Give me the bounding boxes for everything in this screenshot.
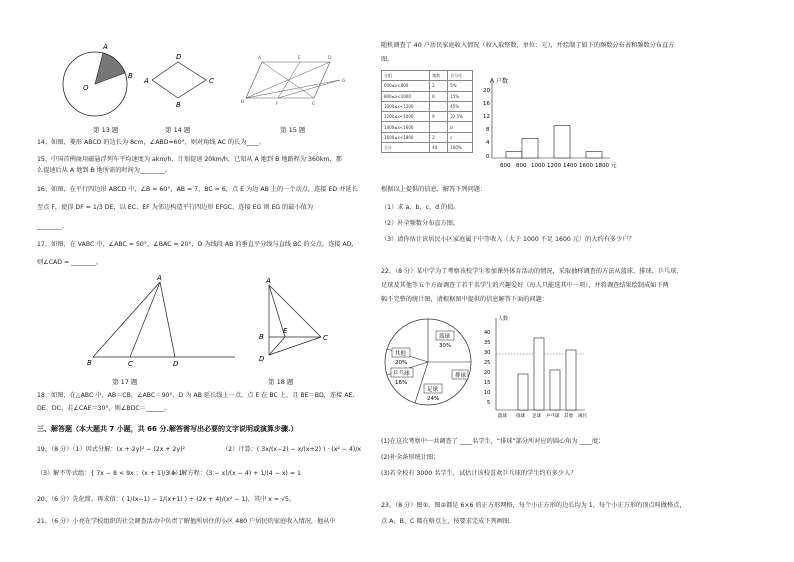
bar-y-label: 人数 <box>498 316 509 322</box>
table-row <box>382 91 473 101</box>
question-19-part3: （3）解不等式组：{ 7x − 8 < 9x ；(x + 1)/3 > 1 <box>37 470 183 477</box>
hist-bar-1200-1400 <box>554 126 570 159</box>
hist-bar-1600-1800 <box>586 152 602 159</box>
question-19-part2: （2）计算：( 3x/(x−2) − x/(x+2) ) · (x² − 4)/x <box>222 446 362 453</box>
table-cell: 6 <box>430 91 448 101</box>
hist-xtick: 1200 <box>547 163 561 169</box>
bar-xcat: 篮球 <box>498 414 507 419</box>
table-cell: 22.5% <box>448 112 473 122</box>
bar-ytick: 30 <box>484 350 491 356</box>
fig18-label-b: B <box>259 333 264 341</box>
question-15-line2: 么提速后从 A 地到 B 地所需的时间为________。 <box>37 167 171 174</box>
pie-label-basketball: 篮球 <box>439 334 451 340</box>
question-21-part3: （3）请你估计该居民小区家庭属于中等收入（大于 1000 不足 1600 元）的大约有多少户？ <box>381 236 635 243</box>
pie-label-other: 其他 <box>395 351 407 357</box>
bar-basketball-pingpong <box>518 374 528 410</box>
table-cell: 40 <box>430 143 448 153</box>
bar-ytick: 40 <box>484 330 491 336</box>
question-16-line2: 至点 F，使得 DF = 1/3 DE，以 EC、EF 为邻边构造平行四边形 EFGC，连接 EG 则 EG 的最小值为 <box>37 204 314 211</box>
figure-18 <box>255 275 335 370</box>
bar-ytick: 5 <box>487 400 491 406</box>
fig14-label-c: C <box>209 77 214 85</box>
figure-15 <box>240 50 350 110</box>
table-cell: 600≤x<800 <box>382 81 430 91</box>
hist-xtick: 1600 <box>579 163 593 169</box>
pie-label-football: 足球 <box>427 387 439 393</box>
fig13-label-o: O <box>83 84 89 92</box>
fig18-label-a: A <box>266 277 271 285</box>
table-cell: b <box>448 122 473 132</box>
bar-football <box>534 338 544 410</box>
bar-xcat: 项目 <box>578 414 587 419</box>
figure-14 <box>140 50 220 110</box>
caption-fig18: 第 18 题 <box>268 378 294 386</box>
hist-ytick: 0 <box>486 154 490 160</box>
table-row <box>382 112 473 122</box>
table-row <box>382 132 473 142</box>
hist-ytick: 12 <box>483 114 490 120</box>
table-cell: 1400≤x<1600 <box>382 122 430 132</box>
table-cell: 100% <box>448 143 473 153</box>
question-14: 14、如图，菱形 ABCD 的边长为 8cm，∠ABD=60°，则对角线 AC 的长为____。 <box>37 139 266 146</box>
bar-pingpong <box>550 370 560 410</box>
hist-bar-800-1000 <box>522 139 538 159</box>
bar-ytick: 15 <box>484 380 491 386</box>
fig17-label-b: B <box>87 359 92 367</box>
fig15-label-g: G <box>342 79 346 84</box>
question-16-line1: 16、如图，在平行四边形 ABCD 中，∠B = 60°，AB = 7，BC = 6，点 E 为边 AB 上的一个动点，连接 ED 并延长 <box>37 186 358 193</box>
fig15-label-f: F <box>276 102 279 107</box>
table-cell: c <box>448 132 473 142</box>
hist-ytick: 20 <box>483 88 490 94</box>
hist-bar-600-800 <box>506 152 522 159</box>
pie-pct-football: 24% <box>427 396 440 402</box>
hist-xtick: 1000 <box>531 163 545 169</box>
frequency-table <box>381 70 473 153</box>
table-cell: 2 <box>430 81 448 91</box>
question-21-intro-line2: 图。 <box>381 56 394 63</box>
figure-13 <box>55 40 145 120</box>
pie-label-pingpong: 乒乓球 <box>393 371 410 377</box>
table-header-cell: 百分比 <box>448 71 473 81</box>
pie-label-volleyball: 排球 <box>455 373 467 379</box>
table-cell <box>430 122 448 132</box>
income-histogram <box>480 72 620 172</box>
hist-ytick: 8 <box>486 127 490 133</box>
fig18-label-c: C <box>323 334 328 342</box>
question-21-part2: （2）补全频数分布直方图。 <box>381 220 460 227</box>
pie-pct-pingpong: 16% <box>395 380 408 386</box>
hist-ytick: 4 <box>486 140 490 146</box>
caption-fig17: 第 17 题 <box>112 378 138 386</box>
table-cell: 9 <box>430 112 448 122</box>
bar-ytick: 35 <box>484 340 491 346</box>
hist-xtick: 1400 <box>563 163 577 169</box>
fig17-label-a: A <box>157 274 162 282</box>
table-cell: 45% <box>448 101 473 111</box>
fig14-label-d: D <box>176 53 182 61</box>
fig15-label-d: D <box>328 56 332 61</box>
table-cell: 合计 <box>382 143 430 153</box>
question-18-line1: 18、如图，在△ABC 中，AB＝CB，∠ABC＝90°，D 为 AB 延长线上一点，点 E 在 BC 上，且 BE＝BD，连接 AE、 <box>37 392 359 399</box>
histogram-y-label: 户数 <box>496 78 509 85</box>
table-cell: 1600≤x<1800 <box>382 132 430 142</box>
question-22-line1: 22、（8 分）某中学为了考察该校学生参加课外体育活动的情况，采取抽样调查的方法从篮球、排球、乒乓球、 <box>381 268 683 275</box>
question-16-line3: ________。 <box>37 223 68 230</box>
bar-xcat: 乒乓球 <box>546 414 560 419</box>
table-header-cell: 分组 <box>382 71 430 81</box>
hist-xtick: 1800 <box>595 163 609 169</box>
caption-fig13: 第 13 题 <box>93 126 119 134</box>
pie-pct-basketball: 30% <box>439 343 452 349</box>
fig17-label-d: D <box>173 360 179 368</box>
question-22-part2: (2)补全条形统计图； <box>381 454 440 461</box>
fig14-label-b: B <box>176 101 181 109</box>
hist-unit: 元 <box>611 163 617 169</box>
table-cell: 15% <box>448 91 473 101</box>
section-heading-solutions: 三、解答题（本大题共 7 小题，共 66 分.解答需写出必要的文字说明或演算步骤.） <box>37 425 298 433</box>
table-cell: 2 <box>430 132 448 142</box>
table-cell: 1000≤x<1200 <box>382 101 430 111</box>
bar-other <box>566 350 576 410</box>
hist-ytick: 16 <box>483 101 490 107</box>
table-cell: 5% <box>448 81 473 91</box>
bar-xcat: 排球 <box>516 414 525 419</box>
question-21-lead: 根据以上提供的信息，解答下列问题： <box>381 186 487 193</box>
question-23-line1: 23、（8 分）图①、图②都是 6×6 的正方形网格，每个小正方形的边长均为 1，每个小正方形的顶点叫做格点， <box>381 502 686 509</box>
table-row <box>382 81 473 91</box>
fig13-label-a: A <box>103 43 108 51</box>
question-21-intro-line1: 随机调查了 40 户居民家庭收入情况（收入取整数，单位：元），并绘制了如下的频数分布表和频数分布直方 <box>381 42 675 49</box>
figure-17 <box>85 272 245 370</box>
caption-fig14: 第 14 题 <box>165 126 191 134</box>
question-21-start: 21、（6 分）小亮在学校组织的社会调查活动中负责了解他所居住的小区 480 户居民的家庭收入情况，他从中 <box>37 518 336 525</box>
bar-xcat: 其他 <box>564 414 573 419</box>
hist-xtick: 800 <box>516 163 527 169</box>
table-header-cell: 频数 <box>430 71 448 81</box>
fig14-label-a: A <box>144 77 149 85</box>
table-row <box>382 71 473 81</box>
bar-ytick: 25 <box>484 360 491 366</box>
question-15-line1: 15、中国首例商用磁悬浮列车平均速度为 akm/h，计划提速 20km/h，已知从 A 地到 B 地路程为 360km，那 <box>37 156 342 163</box>
question-22-line2: 足球及其他等五个方面调查了若干名学生的兴趣爱好（每人只能选其中一项），并将调查结果绘制成如下两 <box>381 282 669 289</box>
table-row <box>382 143 473 153</box>
question-22-line3: 幅不完整的统计图，请根据图中提供的信息解答下面的问题： <box>381 296 549 303</box>
bar-ytick: 10 <box>484 390 491 396</box>
question-20: 20、（6 分）先化简，再求值：( 1/(x−1) − 1/(x+1) ) ÷ (2x + 4)/(x² − 1)，其中 x = √5。 <box>37 496 296 503</box>
question-19-part1: 19、（8 分）（1）因式分解：(x + 2y)² − (2x + 2y)² <box>37 446 186 453</box>
question-22-part1: (1)在这次考察中一共调查了 ____名学生，“排球”部分所对应的圆心角为 ____度； <box>381 438 605 445</box>
sports-bar-chart <box>480 310 590 420</box>
fig13-label-b: B <box>128 72 133 80</box>
caption-fig15: 第 15 题 <box>280 126 306 134</box>
question-18-line2: DE、DC，若∠CAE＝30°，则∠BDC＝______。 <box>37 405 171 412</box>
table-cell: 1200≤x<1400 <box>382 112 430 122</box>
pie-pct-other: 20% <box>395 360 408 366</box>
table-cell: 800≤x<1000 <box>382 91 430 101</box>
bar-ytick: 20 <box>484 370 491 376</box>
fig18-label-e: E <box>283 327 288 335</box>
table-row <box>382 122 473 132</box>
question-22-part3: (3)若全校有 3000 名学生，试估计该校喜欢乒乓球的学生约有多少人？ <box>381 470 577 477</box>
fig18-label-d: D <box>259 355 265 363</box>
fig15-label-a: A <box>258 56 262 61</box>
question-17-line2: 则∠CAD = ________。 <box>37 259 103 266</box>
question-21-part1: （1）求 a、b、c、d 的值。 <box>381 204 460 211</box>
fig17-label-c: C <box>128 360 133 368</box>
question-19-part4: （4）解方程：(3 − x)/(x − 4) + 1/(4 − x) = 1 <box>165 470 301 477</box>
table-cell <box>430 101 448 111</box>
table-row <box>382 101 473 111</box>
question-17-line1: 17、如图，在 VABC 中，∠ABC = 50°，∠BAC = 20°，D 为线段 AB 的垂直平分线与直线 BC 的交点，连接 AD， <box>37 241 358 248</box>
sports-pie-chart <box>378 312 478 412</box>
bar-xcat: 足球 <box>532 414 541 419</box>
fig15-label-b: B <box>241 100 245 105</box>
fig15-label-c: C <box>312 102 316 107</box>
question-23-line2: 点 A、B、C 都在格点上，按要求完成下列画图. <box>381 518 512 525</box>
fig15-label-e: E <box>298 56 301 61</box>
hist-xtick: 600 <box>500 163 511 169</box>
